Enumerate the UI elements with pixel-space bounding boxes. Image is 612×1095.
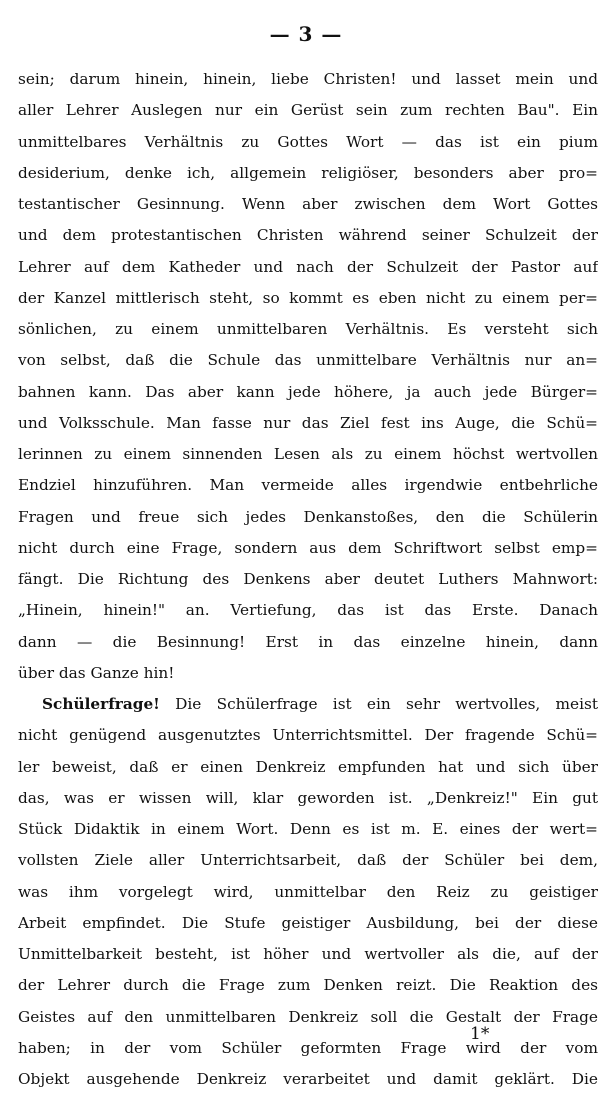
text-line: Endziel hinzuführen. Man vermeide alles irgendwie entbehrliche	[18, 476, 598, 495]
text-line: über das Ganze hin!	[18, 663, 175, 682]
text-line: Stück Didaktik in einem Wort. Denn es ist m. E. eines der wert=	[18, 820, 598, 838]
text-line	[18, 689, 598, 720]
text-line: Fragen und freue sich jedes Denkanstoßes, den die Schülerin	[18, 507, 598, 526]
section-lead: Schülerfrage!	[42, 695, 160, 713]
text-line: „Hinein, hinein!" an. Vertiefung, das ist das Erste. Danach	[18, 601, 598, 620]
signature-mark: 1*	[470, 1024, 490, 1044]
text-line: haben; in der vom Schüler geformten Frage wird der vom	[18, 1038, 598, 1057]
text-line: Unmittelbarkeit besteht, ist höher und wertvoller als die, auf der	[18, 945, 598, 963]
text-line: testantischer Gesinnung. Wenn aber zwischen dem Wort Gottes	[18, 195, 598, 213]
text-line: sönlichen, zu einem unmittelbaren Verhältnis. Es versteht sich	[18, 320, 598, 338]
text-line: bahnen kann. Das aber kann jede höhere, ja auch jede Bürger=	[18, 382, 598, 401]
text-line: was ihm vorgelegt wird, unmittelbar den Reiz zu geistiger	[18, 882, 598, 901]
lead-line-rest: Die Schülerfrage ist ein sehr wertvolles, meist	[159, 695, 598, 713]
text-line: der Kanzel mittlerisch steht, so kommt es eben nicht zu einem per=	[18, 288, 598, 307]
text-line: von selbst, daß die Schule das unmittelbare Verhältnis nur an=	[18, 351, 598, 370]
text-line: fängt. Die Richtung des Denkens aber deutet Luthers Mahnwort:	[18, 570, 598, 588]
paragraph-1	[18, 64, 598, 689]
text-line: unmittelbares Verhältnis zu Gottes Wort — das ist ein pium	[18, 132, 598, 151]
text-line: Objekt ausgehende Denkreiz verarbeitet und damit geklärt. Die	[18, 1070, 598, 1088]
body-text	[18, 64, 598, 1095]
text-line: und dem protestantischen Christen während seiner Schulzeit der	[18, 226, 598, 245]
text-line: vollsten Ziele aller Unterrichtsarbeit, daß der Schüler bei dem,	[18, 851, 598, 870]
paragraph-2	[18, 689, 598, 1095]
text-line: ler beweist, daß er einen Denkreiz empfunden hat und sich über	[18, 757, 598, 776]
text-line: Lehrer auf dem Katheder und nach der Schulzeit der Pastor auf	[18, 257, 598, 276]
text-line: aller Lehrer Auslegen nur ein Gerüst sein zum rechten Bau". Ein	[18, 101, 598, 120]
text-line: nicht genügend ausgenutztes Unterrichtsmittel. Der fragende Schü=	[18, 726, 598, 745]
text-line: das, was er wissen will, klar geworden ist. „Denkreiz!" Ein gut	[18, 788, 598, 807]
text-line: Arbeit empfindet. Die Stufe geistiger Ausbildung, bei der diese	[18, 913, 598, 932]
text-line: nicht durch eine Frage, sondern aus dem Schriftwort selbst emp=	[18, 538, 598, 557]
page-number: — 3 —	[269, 22, 343, 46]
text-line: und Volksschule. Man fasse nur das Ziel fest ins Auge, die Schü=	[18, 413, 598, 432]
text-line: Geistes auf den unmittelbaren Denkreiz soll die Gestalt der Frage	[18, 1007, 598, 1026]
text-line: dann — die Besinnung! Erst in das einzelne hinein, dann	[18, 632, 598, 651]
text-line: sein; darum hinein, hinein, liebe Christen! und lasset mein und	[18, 70, 598, 88]
text-line: der Lehrer durch die Frage zum Denken reizt. Die Reaktion des	[18, 976, 598, 995]
text-line: desiderium, denke ich, allgemein religiöser, besonders aber pro=	[18, 163, 598, 182]
text-line: lerinnen zu einem sinnenden Lesen als zu einem höchst wertvollen	[18, 445, 598, 463]
